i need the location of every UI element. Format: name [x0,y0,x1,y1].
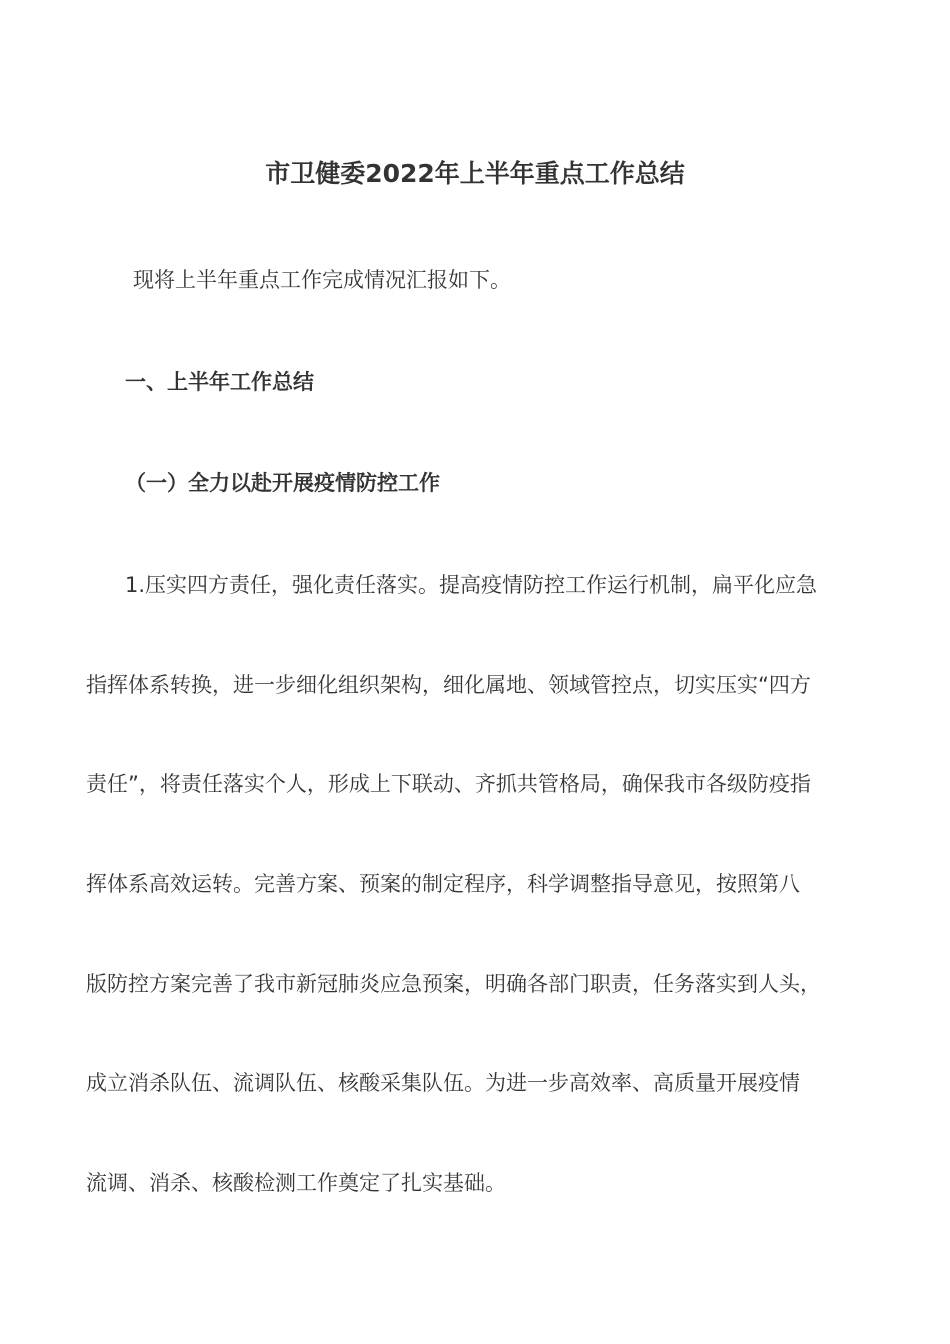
paragraph-line: 指挥体系转换，进一步细化组织架构，细化属地、领域管控点，切实压实“四方 [86,673,811,697]
paragraph-line: 成立消杀队伍、流调队伍、核酸采集队伍。为进一步高效率、高质量开展疫情 [86,1071,800,1095]
paragraph-line: 责任”，将责任落实个人，形成上下联动、齐抓共管格局，确保我市各级防疫指 [86,772,811,796]
section-heading: 一、上半年工作总结 [125,370,314,394]
paragraph-line: 挥体系高效运转。完善方案、预案的制定程序，科学调整指导意见，按照第八 [86,872,800,896]
intro-paragraph: 现将上半年重点工作完成情况汇报如下。 [133,268,511,292]
paragraph-line: 1.压实四方责任，强化责任落实。提高疫情防控工作运行机制，扁平化应急 [125,573,818,597]
subsection-heading: （一）全力以赴开展疫情防控工作 [125,471,440,495]
paragraph-line: 流调、消杀、核酸检测工作奠定了扎实基础。 [86,1171,506,1195]
document-title: 市卫健委2022年上半年重点工作总结 [265,159,685,188]
paragraph-line: 版防控方案完善了我市新冠肺炎应急预案，明确各部门职责，任务落实到人头， [86,972,821,996]
